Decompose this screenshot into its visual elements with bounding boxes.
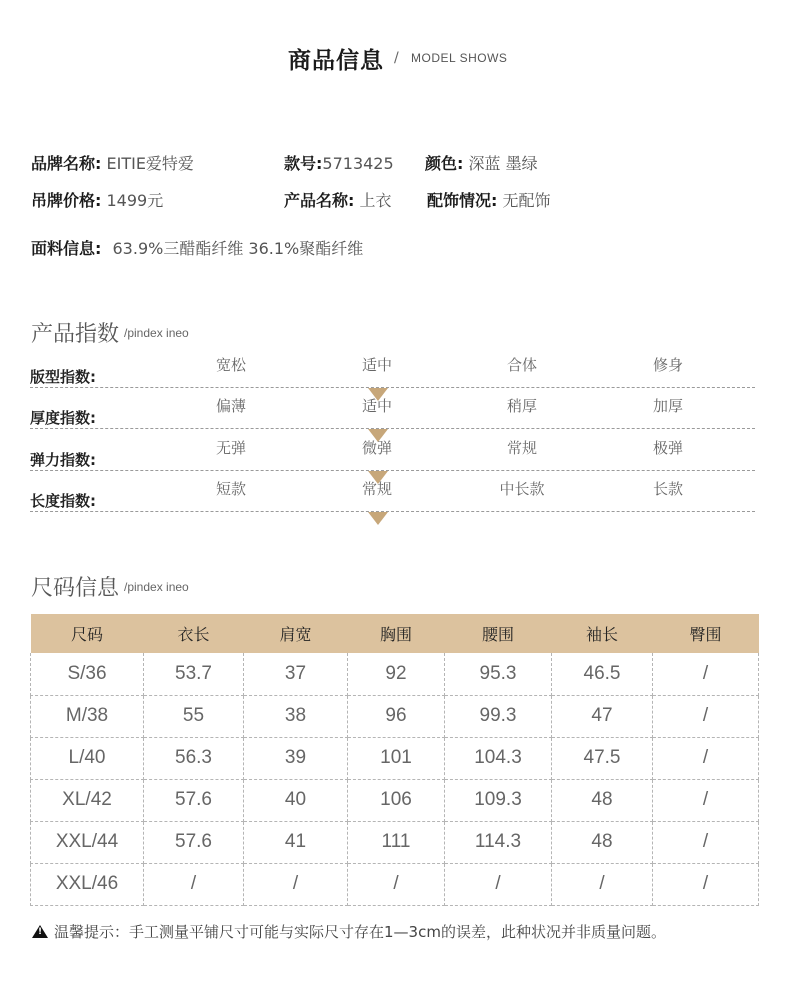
table-cell: 56.3	[144, 737, 244, 779]
index-option: 无弹	[215, 439, 247, 457]
product-name-info	[284, 188, 392, 211]
table-cell: XXL/44	[31, 821, 144, 863]
table-cell: 53.7	[144, 653, 244, 695]
column-header: 尺码	[31, 614, 144, 653]
selected-marker-icon	[368, 512, 388, 525]
column-header: 臀围	[653, 614, 759, 653]
table-header-row	[31, 614, 759, 653]
table-cell: 40	[244, 779, 348, 821]
table-cell: /	[244, 863, 348, 905]
index-option: 偏薄	[215, 397, 247, 415]
index-row	[30, 397, 755, 429]
index-option: 极弹	[652, 439, 684, 457]
index-option: 加厚	[652, 397, 684, 415]
index-option: 适中	[361, 397, 393, 415]
table-cell: 109.3	[445, 779, 552, 821]
table-cell: S/36	[31, 653, 144, 695]
index-row	[30, 439, 755, 471]
product-index-title: 产品指数	[31, 322, 120, 347]
column-header: 肩宽	[244, 614, 348, 653]
table-cell: /	[445, 863, 552, 905]
brand-info	[31, 151, 194, 174]
table-cell: 47	[552, 695, 653, 737]
index-option: 合体	[506, 356, 538, 374]
table-cell: 48	[552, 821, 653, 863]
table-cell: 57.6	[144, 821, 244, 863]
index-option: 修身	[652, 356, 684, 374]
table-cell: M/38	[31, 695, 144, 737]
price-info	[31, 188, 163, 211]
product-name-label: 产品名称:	[284, 191, 355, 210]
table-cell: 48	[552, 779, 653, 821]
style-info	[284, 151, 394, 174]
table-row	[31, 779, 759, 821]
table-row	[31, 737, 759, 779]
table-cell: 38	[244, 695, 348, 737]
table-cell: 95.3	[445, 653, 552, 695]
brand-value: EITIE爱特爱	[106, 154, 194, 173]
column-header: 袖长	[552, 614, 653, 653]
fabric-label: 面料信息:	[31, 239, 102, 258]
table-cell: 47.5	[552, 737, 653, 779]
accessory-label: 配饰情况:	[427, 191, 498, 210]
table-row	[31, 863, 759, 905]
index-row	[30, 356, 755, 388]
table-cell: /	[653, 821, 759, 863]
index-option: 微弹	[361, 439, 393, 457]
price-label: 吊牌价格:	[31, 191, 102, 210]
table-cell: 46.5	[552, 653, 653, 695]
index-row	[30, 480, 755, 512]
note-text: 温馨提示：手工测量平铺尺寸可能与实际尺寸存在1—3cm的误差，此种状况并非质量问题。	[54, 923, 666, 941]
style-value: 5713425	[322, 154, 394, 173]
index-option: 长款	[652, 480, 684, 498]
table-cell: XL/42	[31, 779, 144, 821]
table-cell: 99.3	[445, 695, 552, 737]
table-cell: /	[552, 863, 653, 905]
table-cell: /	[653, 779, 759, 821]
fabric-info	[31, 236, 363, 259]
table-cell: L/40	[31, 737, 144, 779]
accessory-info	[427, 188, 551, 211]
size-info-title: 尺码信息	[31, 576, 120, 601]
table-cell: /	[144, 863, 244, 905]
index-option: 宽松	[215, 356, 247, 374]
index-option: 常规	[506, 439, 538, 457]
index-label: 版型指数:	[30, 368, 96, 386]
page-subtitle: MODEL SHOWS	[411, 51, 508, 65]
table-cell: /	[348, 863, 445, 905]
price-value: 1499元	[106, 191, 164, 210]
index-option: 短款	[215, 480, 247, 498]
color-value: 深蓝 墨绿	[468, 154, 538, 173]
index-label: 厚度指数:	[30, 409, 96, 427]
index-option: 中长款	[499, 480, 545, 498]
table-cell: 55	[144, 695, 244, 737]
product-name-value: 上衣	[359, 191, 392, 210]
size-table	[30, 614, 759, 906]
style-label: 款号:	[284, 154, 323, 173]
table-cell: 41	[244, 821, 348, 863]
table-row	[31, 821, 759, 863]
product-index-subtitle: /pindex ineo	[124, 326, 189, 340]
index-label: 弹力指数:	[30, 451, 96, 469]
index-option: 适中	[361, 356, 393, 374]
warning-icon	[32, 925, 48, 938]
accessory-value: 无配饰	[502, 191, 551, 210]
color-info	[425, 151, 538, 174]
table-cell: 104.3	[445, 737, 552, 779]
table-cell: /	[653, 737, 759, 779]
table-row	[31, 653, 759, 695]
fabric-value: 63.9%三醋酯纤维 36.1%聚酯纤维	[112, 239, 364, 258]
brand-label: 品牌名称:	[31, 154, 102, 173]
table-row	[31, 695, 759, 737]
table-cell: XXL/46	[31, 863, 144, 905]
index-label: 长度指数:	[30, 492, 96, 510]
column-header: 腰围	[445, 614, 552, 653]
table-cell: 114.3	[445, 821, 552, 863]
index-option: 稍厚	[506, 397, 538, 415]
table-cell: 101	[348, 737, 445, 779]
table-cell: 96	[348, 695, 445, 737]
column-header: 胸围	[348, 614, 445, 653]
table-cell: 106	[348, 779, 445, 821]
table-cell: /	[653, 695, 759, 737]
table-cell: 111	[348, 821, 445, 863]
table-cell: /	[653, 653, 759, 695]
table-cell: 92	[348, 653, 445, 695]
column-header: 衣长	[144, 614, 244, 653]
title-separator: /	[394, 50, 399, 66]
table-cell: 37	[244, 653, 348, 695]
table-cell: /	[653, 863, 759, 905]
color-label: 颜色:	[425, 154, 464, 173]
table-cell: 39	[244, 737, 348, 779]
index-option: 常规	[361, 480, 393, 498]
table-cell: 57.6	[144, 779, 244, 821]
size-info-subtitle: /pindex ineo	[124, 580, 189, 594]
measurement-note	[32, 921, 666, 942]
page-title: 商品信息	[288, 48, 384, 74]
